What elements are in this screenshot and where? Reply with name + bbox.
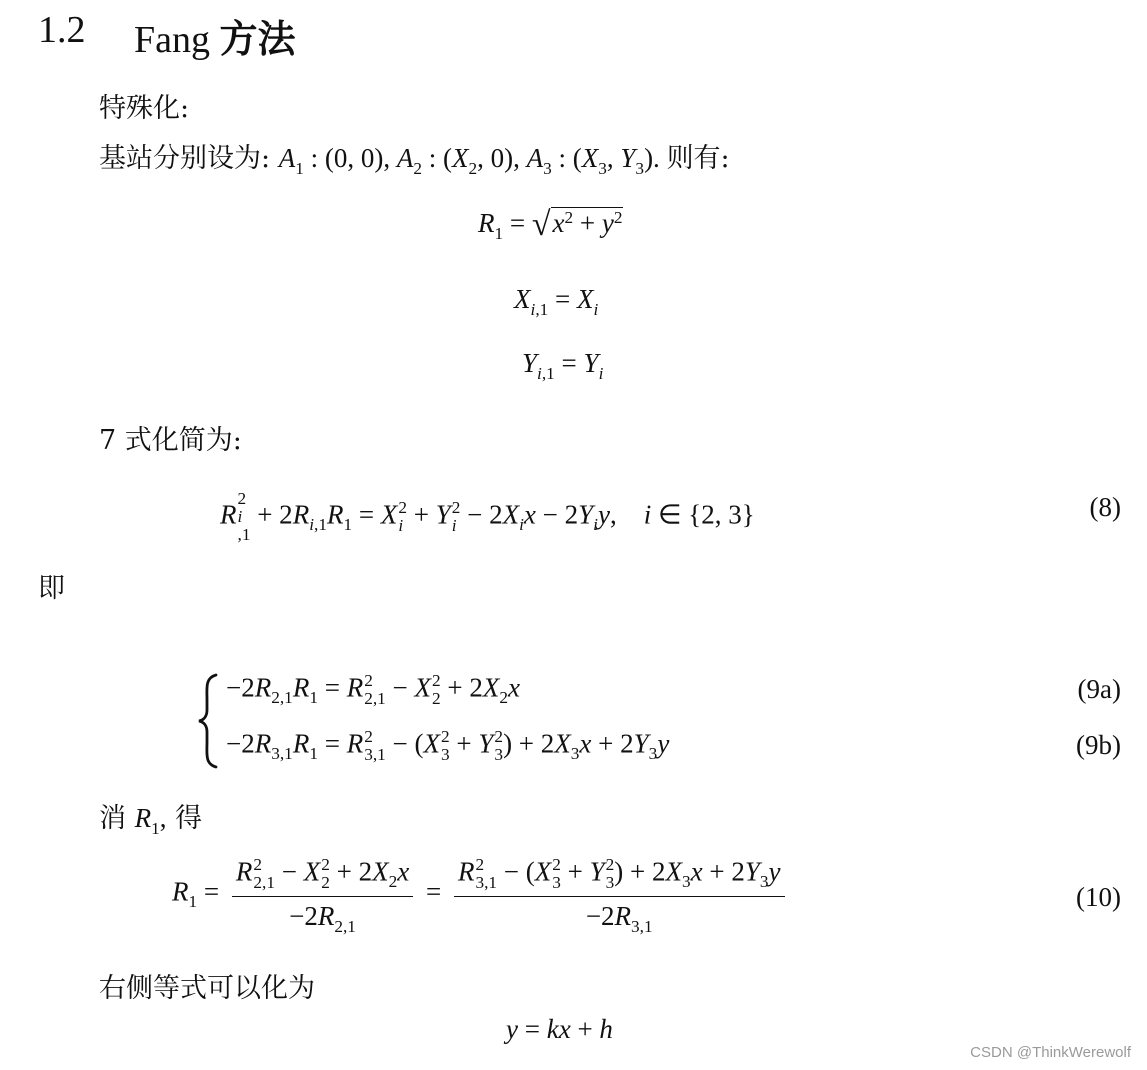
equation-8-number: (8) (1089, 492, 1121, 522)
equation-x-i1: $X_{i,1} = X_i$ (514, 284, 599, 319)
stations-coords: $A_1$ : (0, 0), $A_2$ : ($X_2$, 0), $A_3$ : ($X_3$, $Y_3$). (278, 143, 667, 178)
equation-8: R 2 i ,1 + $2R_{i,1}R_1 = X$ 2 i + Y 2 i − $2X_ix - 2Y_iy$, i ∈ {2, 3} (220, 489, 755, 545)
equation-9b-number: (9b) (1076, 730, 1121, 760)
watermark: CSDN @ThinkWerewolf (970, 1044, 1131, 1061)
equation-9a: $-2R_{2,1}R_1 = R$ 2 2,1 − X 2 2 + $2X_2x$ (226, 671, 521, 709)
section-title (134, 8, 296, 63)
equation-9b: $-2R_{3,1}R_1 = R$ 2 3,1 − (X 2 3 + Y 2 3 ) + $2X_3x + 2Y_3y$ (226, 727, 670, 765)
stations-label: 基站分别设为: (99, 143, 271, 174)
fraction-left: R 2 2,1 − X 2 2 + $2X_2x$ $-2R_{2,1}$ (232, 856, 413, 932)
equation-y-i1: $Y_{i,1} = Y_i$ (522, 348, 604, 383)
equation-r1-sqrt: $R_1 = √x^2 + y^2$ (478, 206, 623, 243)
stations-line (99, 136, 730, 178)
get-label: 得 (175, 803, 203, 834)
section-title-latin: Fang (134, 19, 210, 61)
section-title-cjk: 方法 (219, 17, 296, 61)
then-have-label: 则有: (666, 143, 730, 174)
section-number: 1.2 (38, 9, 86, 51)
equation-10: $R_1$ = R 2 2,1 − X 2 2 + $2X_2x$ $-2R_{2,1}$ = R 2 3,1 − (X 2 3 + Y 2 3 ) + $2X_3x + 2Y_3y$ $-2R_{3,1}$ (172, 856, 791, 932)
eliminate-label: 消 (99, 803, 126, 834)
left-brace (196, 672, 220, 770)
specialize-label: 特殊化: (99, 93, 190, 124)
equation-9a-number: (9a) (1077, 674, 1121, 704)
ie-label: 即 (38, 573, 65, 604)
equation-10-number: (10) (1076, 882, 1121, 912)
fraction-right: R 2 3,1 − (X 2 3 + Y 2 3 ) + $2X_3x + 2Y_3y$ $-2R_{3,1}$ (454, 856, 785, 932)
eliminate-line: 消 $R_1$, 得 (99, 803, 203, 838)
rhs-becomes-label: 右侧等式可以化为 (99, 973, 315, 1004)
simplify-label: 7 式化简为: (99, 425, 242, 456)
equation-linear: y = kx + h (506, 1014, 613, 1044)
